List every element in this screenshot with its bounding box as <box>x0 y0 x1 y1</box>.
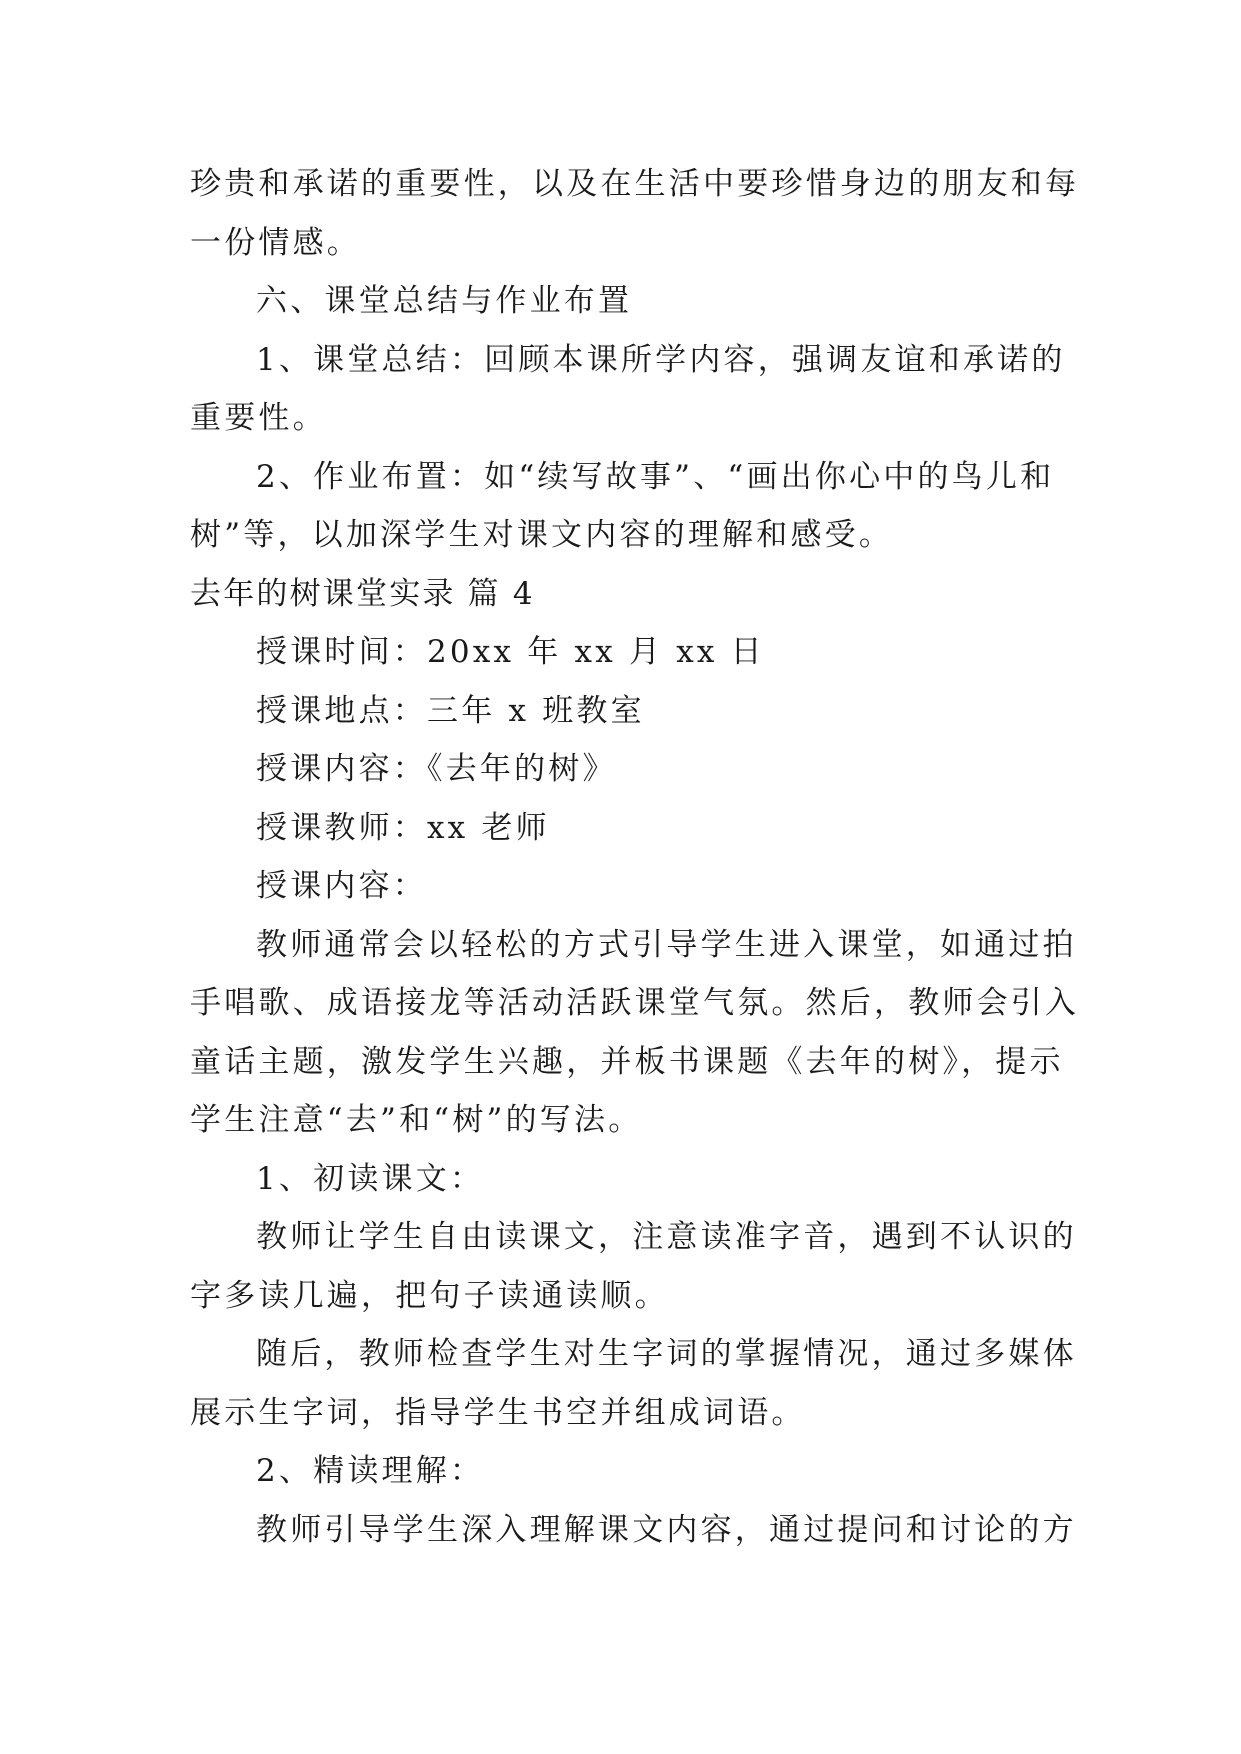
info-line: 授课内容：《去年的树》 <box>256 751 617 787</box>
text-line: 教师通常会以轻松的方式引导学生进入课堂，如通过拍 <box>256 926 1077 963</box>
info-line: 授课时间：20xx 年 xx 月 xx 日 <box>256 634 765 670</box>
section-heading: 1、初读课文： <box>256 1160 485 1197</box>
text-line: 一份情感。 <box>190 224 361 261</box>
text-line: 树”等，以加深学生对课文内容的理解和感受。 <box>190 517 894 553</box>
document-page <box>190 155 1080 1559</box>
text-line: 学生注意“去”和“树”的写法。 <box>190 1102 643 1138</box>
article-title: 去年的树课堂实录 篇 4 <box>190 575 535 612</box>
text-line: 1、课堂总结：回顾本课所学内容，强调友谊和承诺的 <box>256 341 1066 378</box>
text-line: 字多读几遍，把句子读通读顺。 <box>190 1277 669 1314</box>
info-line: 授课地点：三年 x 班教室 <box>256 692 645 729</box>
text-line: 童话主题，激发学生兴趣，并板书课题《去年的树》，提示 <box>190 1043 1064 1080</box>
info-line: 授课内容： <box>256 868 427 904</box>
text-line: 珍贵和承诺的重要性，以及在生活中要珍惜身边的朋友和每 <box>190 166 1080 202</box>
text-line: 2、作业布置：如“续写故事”、“画出你心中的鸟儿和 <box>256 458 1055 495</box>
section-heading: 六、课堂总结与作业布置 <box>256 283 633 319</box>
info-line: 授课教师：xx 老师 <box>256 809 550 846</box>
text-line: 重要性。 <box>190 400 327 436</box>
text-line: 展示生字词，指导学生书空并组成词语。 <box>190 1394 806 1431</box>
text-line: 教师让学生自由读课文，注意读准字音，遇到不认识的 <box>256 1219 1077 1255</box>
section-heading: 2、精读理解： <box>256 1453 485 1489</box>
text-line: 手唱歌、成语接龙等活动活跃课堂气氛。然后，教师会引入 <box>190 985 1080 1021</box>
text-line: 教师引导学生深入理解课文内容，通过提问和讨论的方 <box>256 1511 1077 1548</box>
text-line: 随后，教师检查学生对生字词的掌握情况，通过多媒体 <box>256 1336 1077 1372</box>
